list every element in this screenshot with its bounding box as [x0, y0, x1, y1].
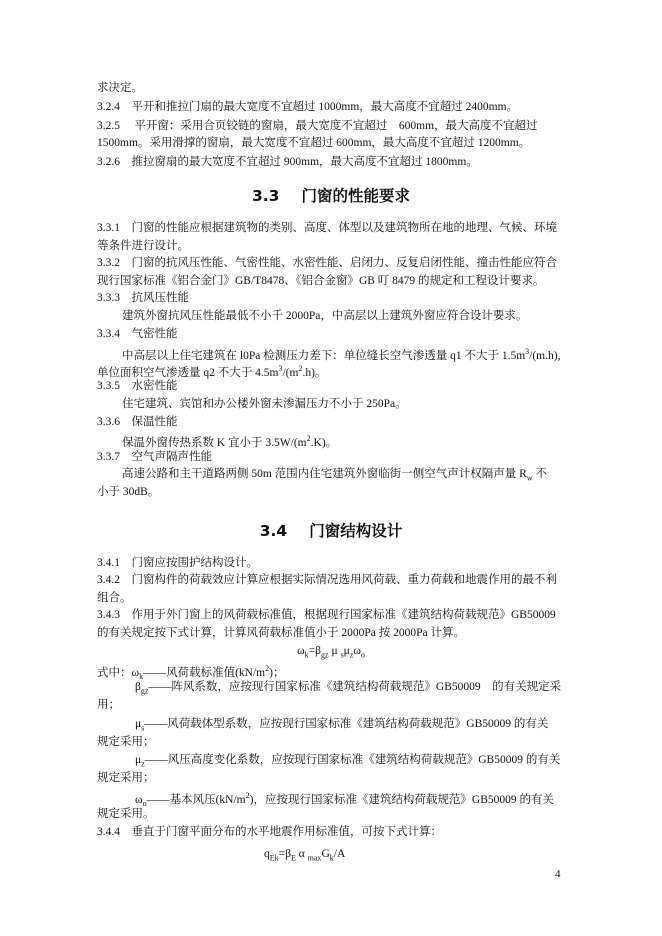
clause-3-3-5: 3.3.5 水密性能	[97, 380, 178, 392]
clause-3-2-4: 3.2.4 平开和推拉门扇的最大宽度不宜超过 1000mm，最大高度不宜超过 2400mm。	[97, 101, 519, 113]
section-title: 门窗结构设计	[309, 522, 403, 540]
clause-3-3-6: 3.3.6 保温性能	[97, 416, 178, 428]
clause-3-3-1: 3.3.1 门窗的性能应根据建筑物的类别、高度、体型以及建筑物所在地的地理、气候、环境	[97, 222, 557, 234]
text-line: 规定采用；	[97, 772, 155, 784]
clause-3-3-2: 3.3.2 门窗的抗风压性能、气密性能、水密性能、启闭力、反复启闭性能、撞击性能应符合	[97, 257, 557, 269]
wind-load-formula: $\omega_k=\beta_{gz}$ μ $_s\mu_z\omega_o$	[297, 645, 365, 660]
seismic-load-formula: $q_{Ek}=\beta_E$ α $_{max}G_k/A$	[264, 848, 346, 863]
clause-3-4-1: 3.4.1 门窗应按围护结构设计。	[97, 557, 258, 569]
text-line: 用；	[97, 699, 120, 711]
clause-3-3-7: 3.3.7 空气声隔声性能	[97, 451, 212, 463]
text-line: 的有关规定按下式计算，计算风荷载标准值小于 2000Pa 按 2000Pa 计算。	[97, 627, 465, 639]
clause-3-3-4: 3.3.4 气密性能	[97, 328, 178, 340]
text-line: 规定采用。	[97, 808, 155, 820]
section-title: 门窗的性能要求	[301, 187, 410, 205]
text-line: 保温外窗传热系数 K 宜小于 $3.5W/(m^2.K)$。	[122, 434, 338, 449]
text-line: 单位面积空气渗透量 q2 不大于 $4.5m^3/(m^2.h)$。	[97, 364, 327, 379]
section-number: 3.3	[252, 187, 280, 205]
text-line: 住宅建筑、宾馆和办公楼外窗未渗漏压力不小于 250Pa。	[122, 398, 407, 410]
text-line: 高速公路和主干道路两侧 50m 范围内住宅建筑外窗临街一侧空气声计权隔声量 $R_w$ 不	[122, 468, 547, 483]
text-line: 组合。	[97, 592, 132, 604]
clause-3-2-5: 3.2.5 平开窗：采用合页铰链的窗扇，最大宽度不宜超过 600mm，最大高度不宜超过	[97, 120, 538, 132]
clause-3-4-2: 3.4.2 门窗构件的荷载效应计算应根据实际情况选用风荷载、重力荷载和地震作用的最不利	[97, 574, 557, 586]
section-heading-3-4	[0, 521, 662, 541]
text-line: 小于 30dB。	[97, 486, 160, 498]
text-line: 式中：$\omega_k——$风荷载标准值$(kN/m^2)$；	[97, 664, 285, 682]
text-line: 求决定。	[97, 82, 143, 94]
text-line: $\omega_o——$基本风压$(kN/m^2)$，应按现行国家标准《建筑结构荷载规范》GB50009 的有关	[135, 791, 555, 809]
text-line: 规定采用；	[97, 736, 155, 748]
text-line: 建筑外窗抗风压性能最低不小千 2000Pa，中高层以上建筑外窗应符合设计要求。	[122, 310, 528, 322]
page-number: 4	[555, 868, 561, 880]
text-line: 1500mm。采用滑撑的窗扇，最大宽度不宜超过 600mm，最大高度不宜超过 1200mm。	[97, 137, 531, 149]
clause-3-3-3: 3.3.3 抗风压性能	[97, 292, 189, 304]
clause-3-4-4: 3.4.4 垂直于门窗平面分布的水平地震作用标准值，可按下式计算：	[97, 826, 442, 838]
text-line: $\beta_{gz}——$阵风系数，应按现行国家标准《建筑结构荷载规范》GB50009 的有关规定采	[135, 681, 562, 696]
text-line: 现行国家标准《铝合金门》GB/T8478、《铝合金窗》GB 叮 8479 的规定和工程设计要求。	[97, 275, 545, 287]
section-number: 3.4	[259, 522, 288, 540]
text-line: 中高层以上住宅建筑在 l0Pa 检测压力差下：单位缝长空气渗透量 q1 不大于 $1.5m^3/(m.h)$,	[122, 347, 561, 362]
text-line: 等条件进行设计。	[97, 240, 189, 252]
text-line: $\mu_s——$风荷载体型系数，应按现行国家标准《建筑结构荷载规范》GB50009 的有关	[135, 718, 549, 733]
clause-3-2-6: 3.2.6 推拉窗扇的最大宽度不宜超过 900mm，最大高度不宜超过 1800mm。	[97, 156, 478, 168]
section-heading-3-3	[0, 186, 662, 206]
clause-3-4-3: 3.4.3 作用于外门窗上的风荷载标准值，根据现行国家标准《建筑结构荷载规范》GB50009	[97, 609, 556, 621]
text-line: $\mu_z——$风压高度变化系数，应按现行国家标准《建筑结构荷载规范》GB50009 的有关	[135, 754, 561, 769]
